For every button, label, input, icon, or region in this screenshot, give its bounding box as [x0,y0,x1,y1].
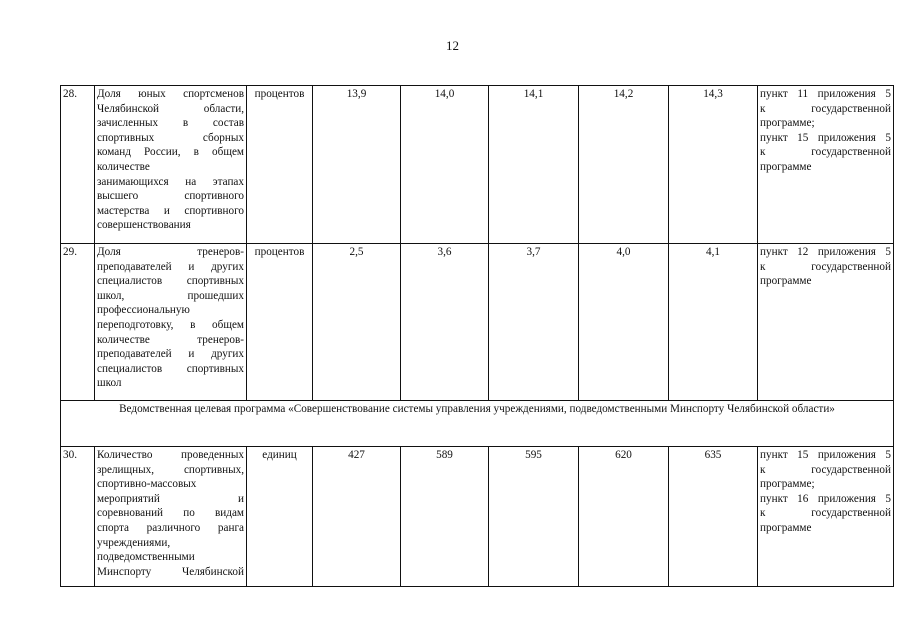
value-cell: 635 [669,447,758,587]
indicators-table [60,85,894,587]
table-row [61,447,894,587]
indicator-name: Количество проведенных зрелищных, спортивных, спортивно-массовых мероприятий и соревнований по видам спорта различного ранга учреждениями, подведомственными Минспорту Челябинской [95,447,247,587]
value-cell: 3,7 [489,244,579,401]
section-row [61,401,894,447]
source-cell: пункт 12 приложения 5 к государственной программе [758,244,894,401]
table-row [61,86,894,244]
source-cell: пункт 15 приложения 5 к государственной программе; пункт 16 приложения 5 к государственной программе [758,447,894,587]
source-cell: пункт 11 приложения 5 к государственной программе; пункт 15 приложения 5 к государственной программе [758,86,894,244]
unit-cell: процентов [247,86,313,244]
row-number: 29. [61,244,95,401]
value-cell: 620 [579,447,669,587]
section-title: Ведомственная целевая программа «Совершенствование системы управления учреждениями, подведомственными Минспорту Челябинской области» [61,401,894,447]
value-cell: 14,2 [579,86,669,244]
page-number: 12 [446,38,459,53]
unit-cell: процентов [247,244,313,401]
value-cell: 589 [401,447,489,587]
value-cell: 13,9 [313,86,401,244]
value-cell: 14,0 [401,86,489,244]
value-cell: 3,6 [401,244,489,401]
unit-cell: единиц [247,447,313,587]
row-number: 28. [61,86,95,244]
indicator-name: Доля тренеров- преподавателей и других специалистов спортивных школ, прошедших профессиональную переподготовку, в общем количестве тренеров- преподавателей и других специалистов спортивных школ [95,244,247,401]
value-cell: 595 [489,447,579,587]
value-cell: 14,1 [489,86,579,244]
indicator-name: Доля юных спортсменов Челябинской области, зачисленных в состав спортивных сборных команд России, в общем количестве занимающихся на этапах высшего спортивного мастерства и спортивного совершенствования [95,86,247,244]
value-cell: 14,3 [669,86,758,244]
value-cell: 4,0 [579,244,669,401]
row-number: 30. [61,447,95,587]
table-row [61,244,894,401]
value-cell: 4,1 [669,244,758,401]
value-cell: 2,5 [313,244,401,401]
value-cell: 427 [313,447,401,587]
